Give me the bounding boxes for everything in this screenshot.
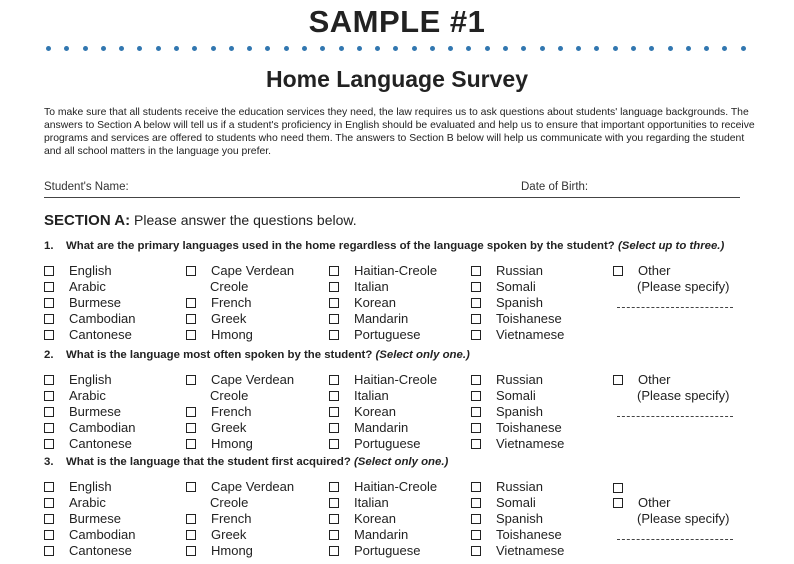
option-checkbox[interactable] xyxy=(329,314,339,324)
option-checkbox[interactable] xyxy=(44,298,54,308)
option-label: Hmong xyxy=(211,436,253,451)
page-title: SAMPLE #1 xyxy=(308,4,486,39)
option-label: Cambodian xyxy=(69,420,136,435)
option-checkbox[interactable] xyxy=(471,423,481,433)
option-checkbox[interactable] xyxy=(186,546,196,556)
option-label: Italian xyxy=(354,388,389,403)
language-option xyxy=(471,372,543,388)
option-checkbox[interactable] xyxy=(44,514,54,524)
language-option xyxy=(44,404,121,420)
divider-dot xyxy=(357,46,362,51)
language-option xyxy=(329,295,396,311)
option-label: Creole xyxy=(210,495,249,510)
divider-dot xyxy=(503,46,508,51)
divider-dot xyxy=(302,46,307,51)
other-option xyxy=(613,495,671,511)
divider-dot xyxy=(466,46,471,51)
option-label: Russian xyxy=(496,263,543,278)
option-checkbox[interactable] xyxy=(471,546,481,556)
option-label: Portuguese xyxy=(354,436,421,451)
divider-dot xyxy=(247,46,252,51)
other-label: Other xyxy=(638,372,671,387)
language-option xyxy=(329,420,408,436)
option-checkbox[interactable] xyxy=(329,298,339,308)
divider-dot xyxy=(448,46,453,51)
other-specify-field[interactable] xyxy=(617,307,733,308)
language-option xyxy=(186,420,246,436)
option-checkbox[interactable] xyxy=(44,546,54,556)
language-option xyxy=(471,436,564,452)
option-checkbox[interactable] xyxy=(44,375,54,385)
option-label: Hmong xyxy=(211,327,253,342)
language-option xyxy=(44,479,112,495)
please-specify-label: (Please specify) xyxy=(637,279,730,294)
option-label: Arabic xyxy=(69,279,106,294)
option-label: Mandarin xyxy=(354,527,409,542)
survey-title: Home Language Survey xyxy=(265,66,529,92)
divider-dot xyxy=(594,46,599,51)
option-checkbox[interactable] xyxy=(186,298,196,308)
language-option xyxy=(471,327,564,343)
language-option xyxy=(329,479,437,495)
language-option xyxy=(329,527,408,543)
option-label: Somali xyxy=(496,388,536,403)
option-label: Russian xyxy=(496,372,543,387)
language-option xyxy=(44,511,121,527)
option-checkbox[interactable] xyxy=(186,423,196,433)
option-label: Greek xyxy=(211,527,247,542)
language-option xyxy=(471,527,562,543)
option-checkbox[interactable] xyxy=(329,391,339,401)
language-option xyxy=(471,511,543,527)
language-option xyxy=(186,495,248,511)
option-checkbox[interactable] xyxy=(44,439,54,449)
divider-dot xyxy=(540,46,545,51)
option-checkbox[interactable] xyxy=(329,498,339,508)
option-label: Cantonese xyxy=(69,436,132,451)
language-option xyxy=(329,372,437,388)
language-option xyxy=(471,263,543,279)
divider-dot xyxy=(229,46,234,51)
option-checkbox[interactable] xyxy=(471,439,481,449)
question-note: (Select up to three.) xyxy=(617,240,725,252)
divider-dot xyxy=(485,46,490,51)
divider-dot xyxy=(83,46,88,51)
divider-dot xyxy=(558,46,563,51)
option-label: Korean xyxy=(354,511,396,526)
student-name-label: Student's Name: xyxy=(44,181,129,193)
option-checkbox[interactable] xyxy=(329,375,339,385)
language-option xyxy=(186,527,246,543)
option-checkbox[interactable] xyxy=(329,546,339,556)
language-option xyxy=(329,263,437,279)
divider-dot xyxy=(521,46,526,51)
question-number: 3. xyxy=(44,456,54,468)
please-specify-label: (Please specify) xyxy=(637,388,730,403)
divider-dot xyxy=(192,46,197,51)
other-label: Other xyxy=(638,495,671,510)
language-option xyxy=(329,388,389,404)
language-option xyxy=(44,543,132,559)
option-checkbox[interactable] xyxy=(329,330,339,340)
option-checkbox[interactable] xyxy=(186,530,196,540)
option-checkbox[interactable] xyxy=(44,482,54,492)
option-label: Mandarin xyxy=(354,420,409,435)
option-label: Portuguese xyxy=(354,543,421,558)
option-label: Italian xyxy=(354,495,389,510)
option-label: Burmese xyxy=(69,295,122,310)
language-option xyxy=(186,388,248,404)
other-option xyxy=(613,372,671,388)
option-label: Vietnamese xyxy=(496,327,565,342)
option-label: Greek xyxy=(211,311,247,326)
language-option xyxy=(44,295,121,311)
other-checkbox[interactable] xyxy=(613,266,623,276)
option-checkbox[interactable] xyxy=(186,407,196,417)
option-checkbox[interactable] xyxy=(44,266,54,276)
language-option xyxy=(186,295,251,311)
option-checkbox[interactable] xyxy=(329,530,339,540)
language-option xyxy=(329,436,421,452)
language-option xyxy=(44,420,136,436)
divider-dot xyxy=(137,46,142,51)
question-number: 1. xyxy=(44,240,54,252)
question-note: (Select only one.) xyxy=(375,349,470,361)
divider-dot xyxy=(339,46,344,51)
language-option xyxy=(44,263,112,279)
option-label: English xyxy=(69,479,112,494)
option-checkbox[interactable] xyxy=(329,439,339,449)
language-option xyxy=(329,404,396,420)
divider-dot xyxy=(686,46,691,51)
language-option xyxy=(44,279,106,295)
divider-dot xyxy=(741,46,746,51)
option-label: Creole xyxy=(210,388,249,403)
option-label: Vietnamese xyxy=(496,436,565,451)
option-checkbox[interactable] xyxy=(471,391,481,401)
question-text: What is the language that the student first acquired? xyxy=(66,456,351,468)
option-checkbox[interactable] xyxy=(44,498,54,508)
option-checkbox[interactable] xyxy=(44,407,54,417)
option-checkbox[interactable] xyxy=(613,483,623,493)
option-checkbox[interactable] xyxy=(44,423,54,433)
language-option xyxy=(186,263,294,279)
divider-dot xyxy=(284,46,289,51)
option-checkbox[interactable] xyxy=(186,314,196,324)
language-option xyxy=(186,327,253,343)
option-checkbox[interactable] xyxy=(471,330,481,340)
language-option xyxy=(186,372,294,388)
divider-dot xyxy=(101,46,106,51)
language-option xyxy=(44,311,136,327)
section-a-instruction: Please answer the questions below. xyxy=(134,212,357,228)
option-label: Toishanese xyxy=(496,311,562,326)
option-label: Portuguese xyxy=(354,327,421,342)
option-label: Mandarin xyxy=(354,311,409,326)
option-label: Spanish xyxy=(496,404,543,419)
option-checkbox[interactable] xyxy=(471,375,481,385)
language-option xyxy=(471,495,536,511)
language-option xyxy=(329,311,408,327)
option-checkbox[interactable] xyxy=(471,498,481,508)
option-label: Vietnamese xyxy=(496,543,565,558)
language-option xyxy=(471,388,536,404)
option-label: Russian xyxy=(496,479,543,494)
divider-dot xyxy=(613,46,618,51)
option-label: Cape Verdean xyxy=(211,479,295,494)
language-option xyxy=(186,543,253,559)
option-checkbox[interactable] xyxy=(44,391,54,401)
option-label: Toishanese xyxy=(496,420,562,435)
divider-dot xyxy=(119,46,124,51)
option-checkbox[interactable] xyxy=(44,330,54,340)
other-checkbox[interactable] xyxy=(613,498,623,508)
divider-dot xyxy=(375,46,380,51)
question-text: What are the primary languages used in the home regardless of the language spoken by the student? xyxy=(66,240,615,252)
option-checkbox[interactable] xyxy=(186,514,196,524)
language-option xyxy=(329,327,421,343)
option-label: French xyxy=(211,511,252,526)
divider-dot xyxy=(393,46,398,51)
option-checkbox[interactable] xyxy=(329,266,339,276)
language-option xyxy=(471,295,543,311)
language-option xyxy=(186,479,294,495)
section-a-label: SECTION A: xyxy=(44,212,131,229)
option-label: Cantonese xyxy=(69,543,132,558)
option-label: Cambodian xyxy=(69,311,136,326)
option-label: Greek xyxy=(211,420,247,435)
question-1 xyxy=(44,240,724,252)
option-checkbox[interactable] xyxy=(329,282,339,292)
option-checkbox[interactable] xyxy=(329,423,339,433)
language-option xyxy=(329,511,396,527)
language-option xyxy=(471,479,543,495)
divider-dot xyxy=(649,46,654,51)
date-of-birth-label: Date of Birth: xyxy=(521,181,589,193)
language-option xyxy=(186,436,253,452)
language-option xyxy=(329,543,421,559)
language-option xyxy=(329,279,389,295)
question-number: 2. xyxy=(44,349,54,361)
other-specify-field[interactable] xyxy=(617,416,733,417)
option-label: English xyxy=(69,263,112,278)
option-checkbox[interactable] xyxy=(186,439,196,449)
option-checkbox[interactable] xyxy=(44,314,54,324)
dotted-divider xyxy=(46,43,746,53)
option-label: Burmese xyxy=(69,511,122,526)
other-specify-field[interactable] xyxy=(617,539,733,540)
option-checkbox[interactable] xyxy=(44,282,54,292)
option-label: Korean xyxy=(354,404,396,419)
language-option xyxy=(44,436,132,452)
language-option xyxy=(471,279,536,295)
option-checkbox[interactable] xyxy=(471,314,481,324)
option-checkbox[interactable] xyxy=(329,407,339,417)
question-note: (Select only one.) xyxy=(353,456,449,468)
option-checkbox[interactable] xyxy=(471,514,481,524)
option-label: Spanish xyxy=(496,295,543,310)
option-label: Haitian-Creole xyxy=(354,479,438,494)
language-option xyxy=(471,543,564,559)
option-checkbox[interactable] xyxy=(471,266,481,276)
option-label: Haitian-Creole xyxy=(354,372,438,387)
divider-dot xyxy=(46,46,51,51)
divider-dot xyxy=(576,46,581,51)
language-option xyxy=(471,420,562,436)
option-label: Cape Verdean xyxy=(211,372,295,387)
option-label: French xyxy=(211,404,252,419)
divider-dot xyxy=(320,46,325,51)
option-checkbox[interactable] xyxy=(329,482,339,492)
other-option xyxy=(613,263,671,279)
option-label: Cantonese xyxy=(69,327,132,342)
option-label: Arabic xyxy=(69,495,106,510)
option-checkbox[interactable] xyxy=(44,530,54,540)
language-option xyxy=(44,527,136,543)
option-label: French xyxy=(211,295,252,310)
divider-dot xyxy=(211,46,216,51)
divider-dot xyxy=(265,46,270,51)
option-label: Italian xyxy=(354,279,389,294)
other-checkbox[interactable] xyxy=(613,375,623,385)
divider-dot xyxy=(430,46,435,51)
option-label: Creole xyxy=(210,279,249,294)
option-checkbox[interactable] xyxy=(186,482,196,492)
option-label: English xyxy=(69,372,112,387)
option-label: Arabic xyxy=(69,388,106,403)
language-option xyxy=(44,372,112,388)
option-label: Somali xyxy=(496,495,536,510)
option-checkbox[interactable] xyxy=(186,266,196,276)
option-label: Korean xyxy=(354,295,396,310)
language-option xyxy=(186,279,248,295)
language-option xyxy=(186,404,251,420)
intro-paragraph: To make sure that all students receive the education services they need, the law requires us to ask questions about students' language backgrounds. The answers to Section A below will tell us if a student's proficiency in English should be evaluated and help us to ensure that important opportunities to receive programs and services are offered to students who need them. The answers to Section B below will help us communicate with you regarding the student and all school matters in the language you prefer. xyxy=(44,107,755,157)
language-option xyxy=(471,404,543,420)
divider-dot xyxy=(704,46,709,51)
option-label: Cape Verdean xyxy=(211,263,295,278)
option-checkbox[interactable] xyxy=(471,298,481,308)
question-text: What is the language most often spoken by the student? xyxy=(66,349,373,361)
language-option xyxy=(186,511,251,527)
option-label: Hmong xyxy=(211,543,253,558)
option-label: Spanish xyxy=(496,511,543,526)
option-label: Haitian-Creole xyxy=(354,263,438,278)
student-info-row xyxy=(44,181,740,198)
divider-dot xyxy=(631,46,636,51)
language-option xyxy=(44,327,132,343)
please-specify-label: (Please specify) xyxy=(637,511,730,526)
option-label: Burmese xyxy=(69,404,122,419)
other-label: Other xyxy=(638,263,671,278)
language-option xyxy=(44,388,106,404)
option-checkbox[interactable] xyxy=(471,482,481,492)
option-checkbox[interactable] xyxy=(471,407,481,417)
language-option xyxy=(44,495,106,511)
option-label: Somali xyxy=(496,279,536,294)
divider-dot xyxy=(722,46,727,51)
option-label: Toishanese xyxy=(496,527,562,542)
option-label: Cambodian xyxy=(69,527,136,542)
option-checkbox[interactable] xyxy=(186,375,196,385)
language-option xyxy=(471,311,562,327)
option-checkbox[interactable] xyxy=(329,514,339,524)
divider-dot xyxy=(412,46,417,51)
option-checkbox[interactable] xyxy=(471,282,481,292)
divider-dot xyxy=(156,46,161,51)
question-2 xyxy=(44,349,470,361)
question-3 xyxy=(44,456,448,468)
language-option xyxy=(329,495,389,511)
divider-dot xyxy=(64,46,69,51)
option-checkbox[interactable] xyxy=(186,330,196,340)
divider-dot xyxy=(668,46,673,51)
divider-dot xyxy=(174,46,179,51)
option-checkbox[interactable] xyxy=(471,530,481,540)
language-option xyxy=(186,311,246,327)
section-a-heading xyxy=(44,212,357,229)
